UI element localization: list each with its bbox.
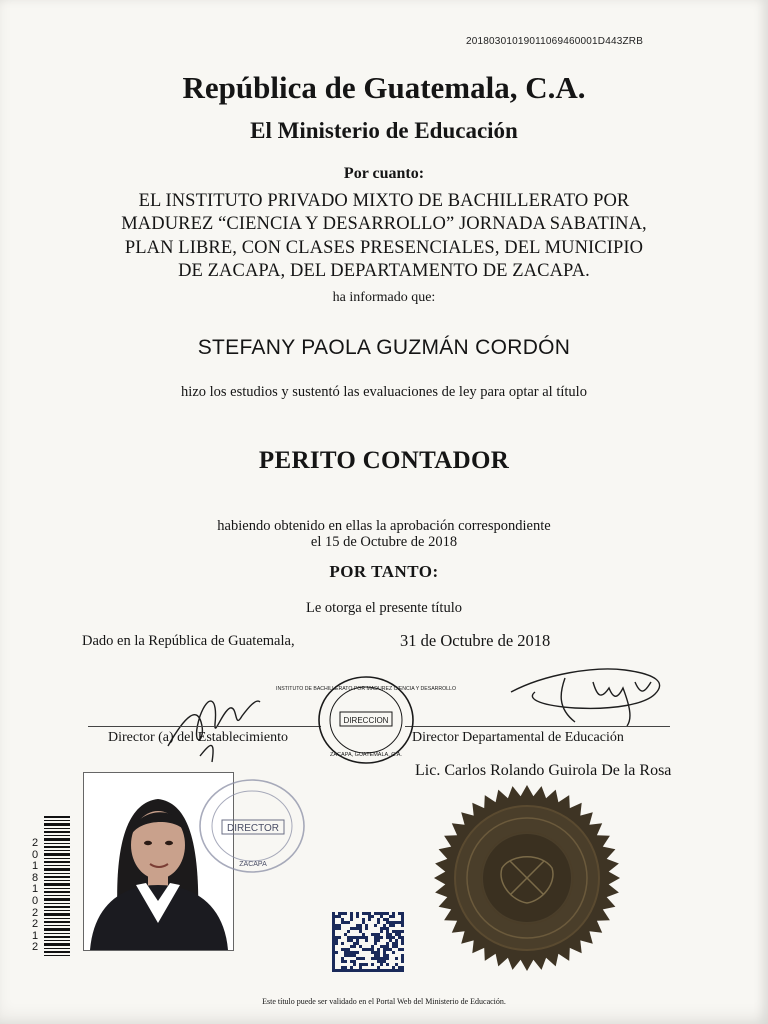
photo-stamp-bottom: ZACAPA <box>239 861 267 868</box>
embossed-seal <box>432 783 622 973</box>
side-number-digit: 1 <box>31 860 39 873</box>
side-number <box>30 838 40 954</box>
side-number-digit: 0 <box>31 894 39 907</box>
studies-statement: hizo los estudios y sustentó las evaluaciones de ley para optar al título <box>181 384 587 400</box>
side-number-digit: 2 <box>31 906 39 919</box>
institution-line: EL INSTITUTO PRIVADO MIXTO DE BACHILLERATO POR <box>138 191 630 211</box>
institution-stamp-ring: INSTITUTO DE BACHILLERATO POR MADUREZ CIENCIA Y DESARROLLO <box>276 686 456 692</box>
student-name: STEFANY PAOLA GUZMÁN CORDÓN <box>197 336 571 359</box>
side-number-digit: 2 <box>31 837 39 849</box>
approval-statement <box>0 518 768 550</box>
institution-stamp-center: DIRECCION <box>343 716 389 725</box>
approval-text: habiendo obtenido en ellas la aprobación correspondiente <box>217 518 551 534</box>
director-signature-line <box>88 726 321 727</box>
approval-date: el 15 de Octubre de 2018 <box>310 534 458 550</box>
place-text: Dado en la República de Guatemala, <box>82 633 295 649</box>
degree-title: PERITO CONTADOR <box>258 447 510 474</box>
footer-note: Este título puede ser validado en el Portal Web del Ministerio de Educación. <box>262 997 506 1006</box>
departmental-director-signature <box>505 652 675 732</box>
photo-stamp <box>196 776 308 876</box>
por-cuanto-heading: Por cuanto: <box>343 165 425 182</box>
ha-informado-text: ha informado que: <box>332 290 436 305</box>
side-number-digit: 2 <box>31 941 39 954</box>
side-barcode <box>44 816 70 956</box>
ministry-title: El Ministerio de Educación <box>250 118 518 143</box>
institution-stamp <box>276 674 456 766</box>
institution-line: MADUREZ “CIENCIA Y DESARROLLO” JORNADA SABATINA, <box>121 214 647 235</box>
side-number-digit: 2 <box>31 918 39 931</box>
institution-paragraph <box>0 190 768 283</box>
director-departamental-name: Lic. Carlos Rolando Guirola De la Rosa <box>415 762 672 779</box>
side-number-digit: 0 <box>31 848 39 861</box>
country-title: República de Guatemala, C.A. <box>182 70 586 105</box>
director-departamental-label: Director Departamental de Educación <box>412 730 624 745</box>
serial-code: 20180301019011069460001D443ZRB <box>466 36 644 47</box>
side-number-digit: 1 <box>31 883 39 896</box>
departmental-signature-line <box>405 726 670 727</box>
photo-stamp-center: DIRECTOR <box>226 823 280 834</box>
institution-line: PLAN LIBRE, CON CLASES PRESENCIALES, DEL MUNICIPIO <box>124 237 644 258</box>
director-establecimiento-label: Director (a) del Establecimiento <box>108 730 288 745</box>
side-number-digit: 1 <box>31 929 39 942</box>
grant-statement: Le otorga el presente título <box>306 600 462 616</box>
qr-code <box>332 912 404 972</box>
institution-stamp-bottom: ZACAPA, GUATEMALA, C.A. <box>330 752 402 758</box>
issue-date: 31 de Octubre de 2018 <box>400 631 551 650</box>
institution-line: DE ZACAPA, DEL DEPARTAMENTO DE ZACAPA. <box>178 260 590 281</box>
side-number-digit: 8 <box>31 871 39 884</box>
por-tanto-heading: POR TANTO: <box>329 562 439 581</box>
